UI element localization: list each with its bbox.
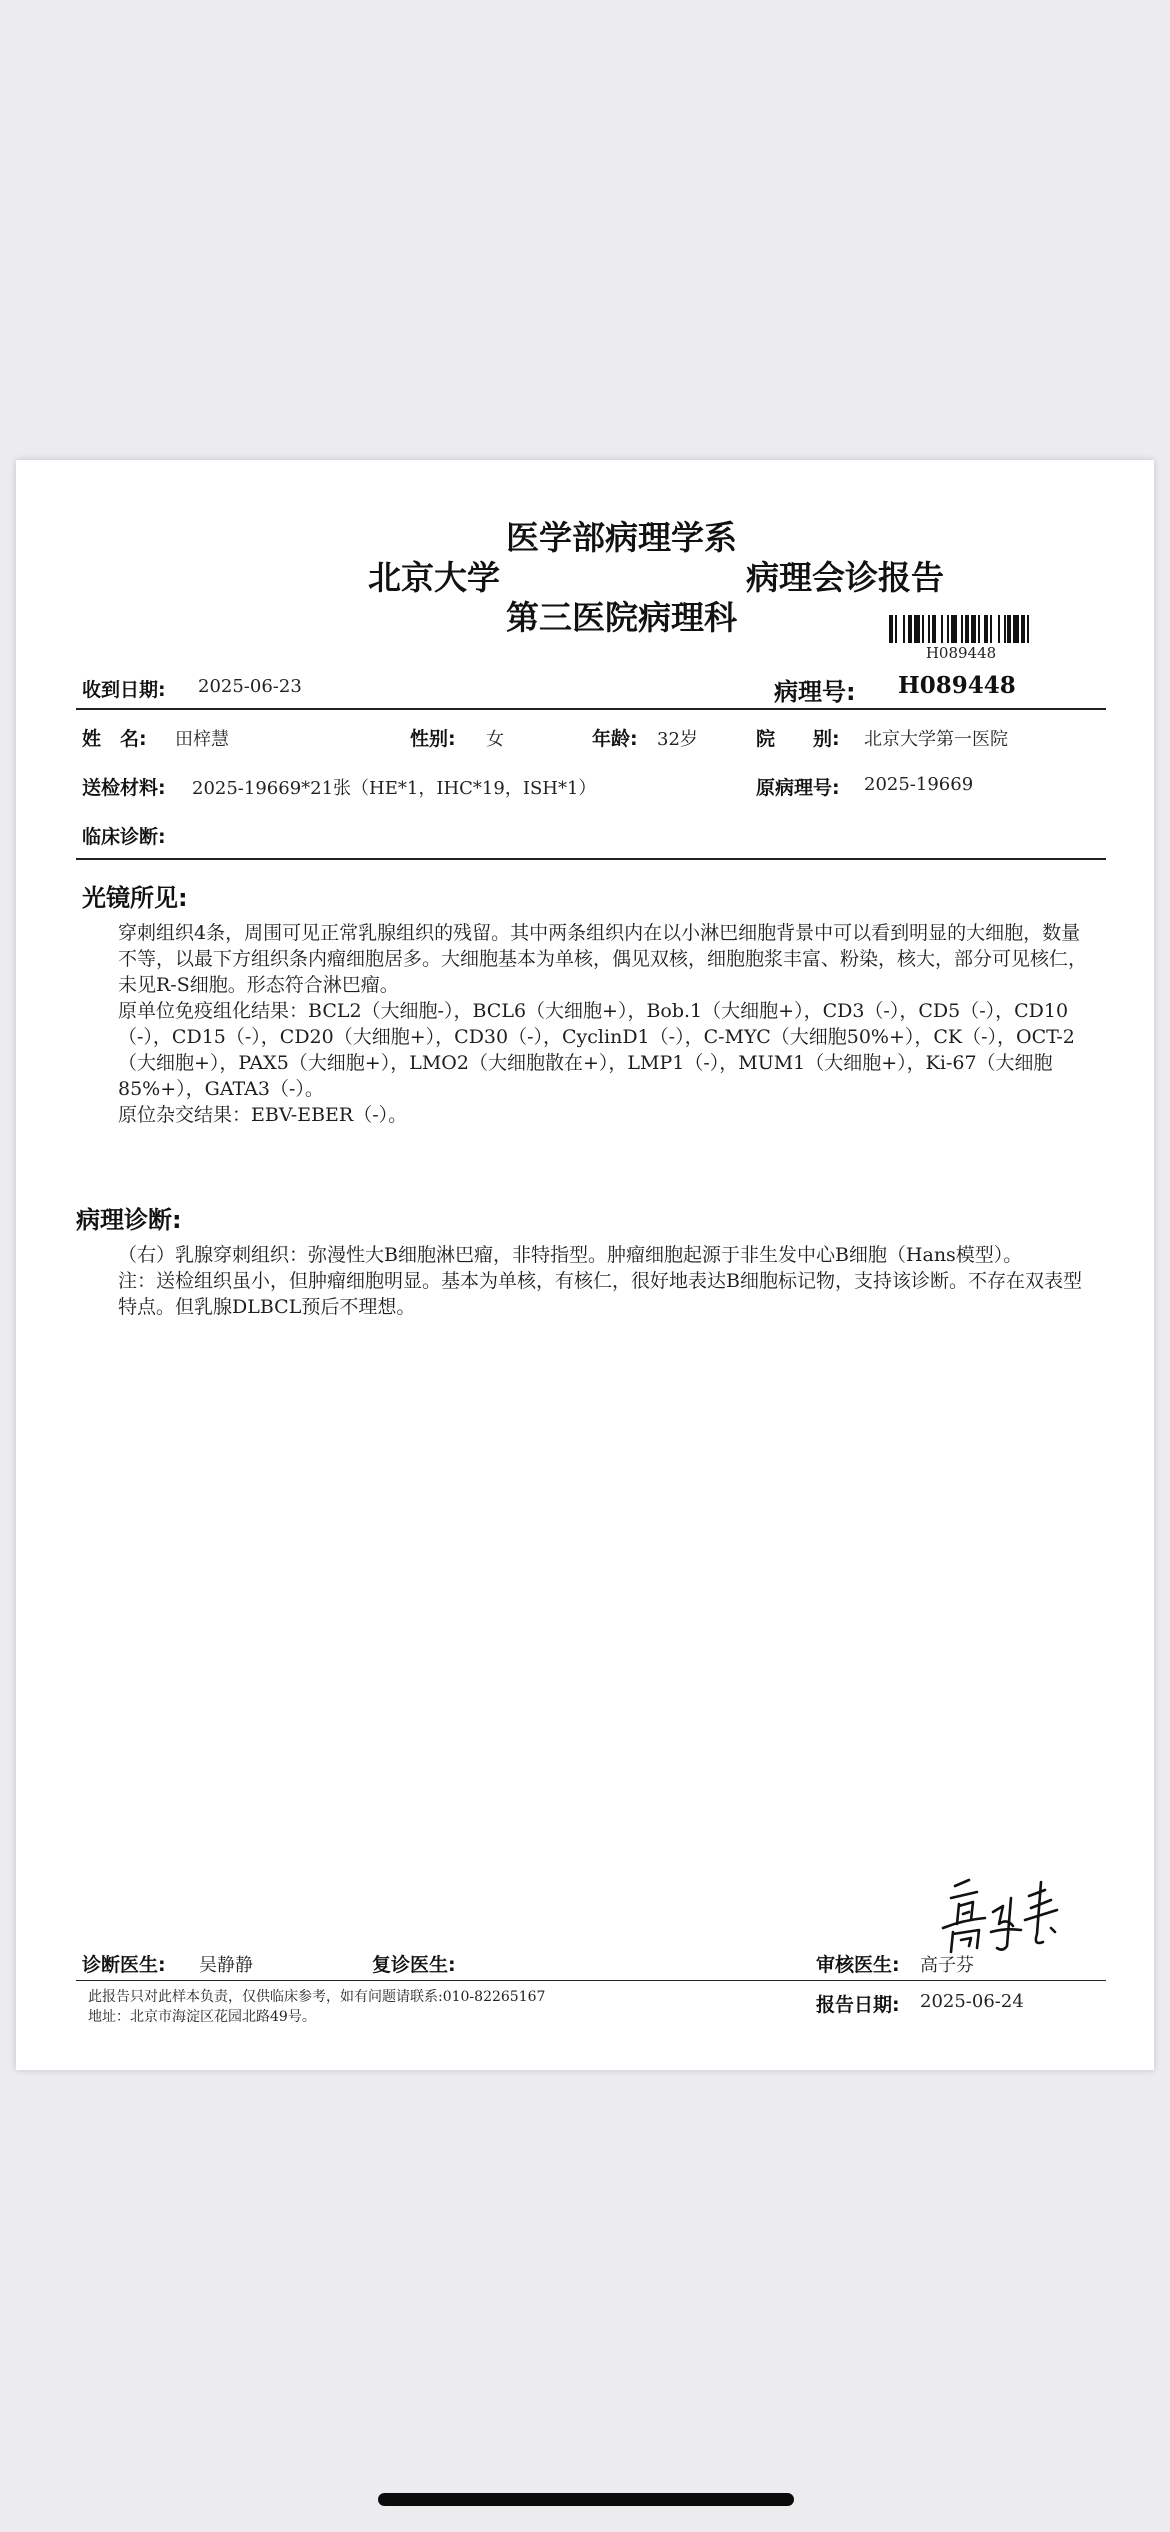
home-indicator[interactable] — [378, 2493, 794, 2506]
header-line1: 医学部病理学系 — [506, 518, 737, 557]
report-date-label: 报告日期: — [816, 1994, 900, 2016]
footer-note-line1: 此报告只对此样本负责，仅供临床参考，如有问题请联系:010-82265167 — [88, 1989, 546, 2005]
header-left: 北京大学 — [368, 558, 500, 597]
report-date-value: 2025-06-24 — [920, 1991, 1024, 2012]
microscopy-paragraph: 原单位免疫组化结果：BCL2（大细胞-），BCL6（大细胞+），Bob.1（大细胞+），CD3（-），CD5（-），CD10（-），CD15（-），CD20（大细胞+），CD30（-），CyclinD1（-），C-MYC（大细胞50%+），CK（-），OCT-2（大细胞+），PAX5（大细胞+），LMO2（大细胞散在+），LMP1（-），MUM1（大细胞+），Ki-67（大细胞85%+），GATA3（-）。 — [118, 1000, 1075, 1100]
handwritten-signature — [933, 1868, 1073, 1958]
diagnosis-paragraph: （右）乳腺穿刺组织：弥漫性大B细胞淋巴瘤，非特指型。肿瘤细胞起源于非生发中心B细胞（Hans模型）。 — [118, 1244, 1023, 1266]
pathology-no-value: H089448 — [898, 672, 1016, 699]
name-value: 田梓慧 — [175, 729, 229, 750]
received-date-value: 2025-06-23 — [198, 676, 302, 697]
header-line3: 第三医院病理科 — [506, 598, 737, 637]
material-value: 2025-19669*21张（HE*1，IHC*19，ISH*1） — [192, 778, 597, 799]
name-label: 姓 名: — [82, 728, 147, 750]
hospital-value: 北京大学第一医院 — [864, 729, 1008, 750]
pathology-no-label: 病理号: — [774, 678, 856, 706]
rule-footer — [76, 1980, 1106, 1981]
barcode-bar — [1029, 615, 1033, 643]
orig-no-label: 原病理号: — [756, 777, 840, 799]
audit-doctor-label: 审核医生: — [816, 1954, 900, 1976]
diagnosis-paragraph: 注：送检组织虽小，但肿瘤细胞明显。基本为单核，有核仁，很好地表达B细胞标记物，支持该诊断。不存在双表型特点。但乳腺DLBCL预后不理想。 — [118, 1270, 1082, 1318]
age-value: 32岁 — [657, 729, 698, 750]
rule-top — [76, 708, 1106, 710]
diag-doctor-label: 诊断医生: — [82, 1954, 166, 1976]
header-right: 病理会诊报告 — [746, 558, 944, 597]
material-label: 送检材料: — [82, 777, 166, 799]
microscopy-title: 光镜所见: — [82, 884, 188, 912]
received-date-label: 收到日期: — [82, 679, 166, 701]
microscopy-paragraph: 原位杂交结果：EBV-EBER（-）。 — [118, 1104, 408, 1126]
barcode-text: H089448 — [925, 644, 997, 662]
rule-mid — [76, 858, 1106, 860]
barcode — [889, 615, 1033, 643]
audit-doctor-value: 高子芬 — [920, 1955, 974, 1976]
clinical-diagnosis-label: 临床诊断: — [82, 826, 166, 848]
microscopy-paragraph: 穿刺组织4条，周围可见正常乳腺组织的残留。其中两条组织内在以小淋巴细胞背景中可以看到明显的大细胞，数量不等，以最下方组织条内瘤细胞居多。大细胞基本为单核，偶见双核，细胞胞浆丰富、粉染，核大，部分可见核仁，未见R-S细胞。形态符合淋巴瘤。 — [118, 922, 1088, 996]
orig-no-value: 2025-19669 — [864, 774, 974, 795]
footer-note-line2: 地址：北京市海淀区花园北路49号。 — [88, 2009, 316, 2025]
diagnosis-text — [118, 1242, 1098, 1320]
sex-label: 性别: — [410, 728, 456, 750]
diagnosis-title: 病理诊断: — [76, 1206, 182, 1234]
sex-value: 女 — [486, 729, 504, 750]
review-doctor-label: 复诊医生: — [372, 1954, 456, 1976]
hospital-label: 院 别: — [756, 728, 840, 750]
report-page — [16, 460, 1154, 2070]
age-label: 年龄: — [592, 728, 638, 750]
microscopy-text — [118, 920, 1098, 1128]
diag-doctor-value: 吴静静 — [199, 1955, 253, 1976]
